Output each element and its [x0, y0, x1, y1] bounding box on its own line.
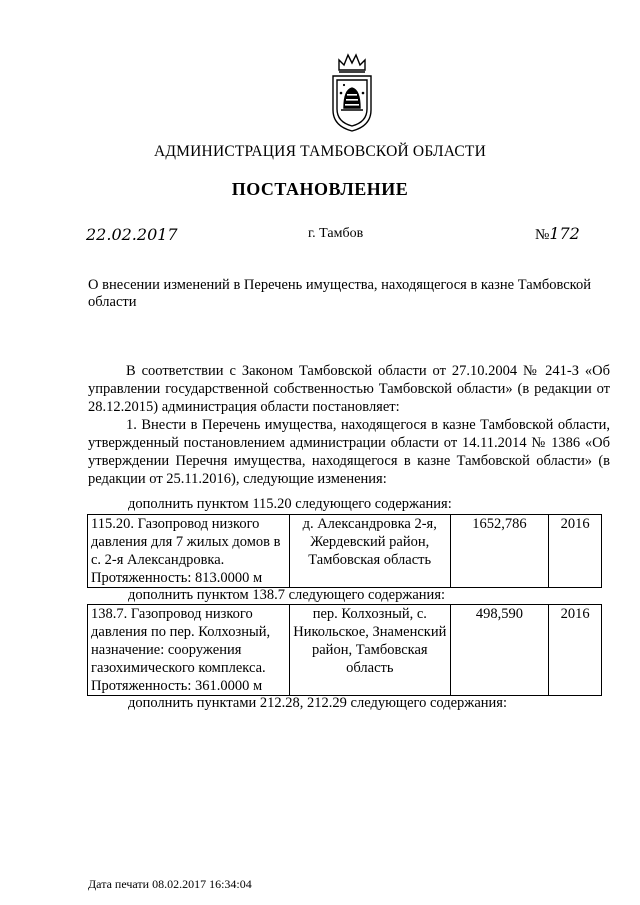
property-address: пер. Колхозный, с. Никольское, Знаменский район, Тамбовская область: [289, 605, 450, 696]
document-type: ПОСТАНОВЛЕНИЕ: [231, 179, 409, 199]
property-name: 138.7. Газопровод низкого давления по пер. Колхозный, назначение: сооружения газохимического комплекса. Протяженность: 361.0000 м: [88, 605, 290, 696]
property-name: 115.20. Газопровод низкого давления для 7 жилых домов в с. 2-я Александровка. Протяженность: 813.0000 м: [88, 515, 290, 588]
property-value: 498,590: [450, 605, 548, 696]
number-prefix: №: [535, 227, 550, 243]
amendment-intro-115-20: дополнить пунктом 115.20 следующего содержания:: [128, 496, 452, 512]
property-year: 2016: [549, 605, 602, 696]
document-number: [535, 224, 580, 244]
organization-name: АДМИНИСТРАЦИЯ ТАМБОВСКОЙ ОБЛАСТИ: [154, 143, 486, 160]
tambov-coat-of-arms-icon: [327, 50, 377, 134]
property-table-115-20: [87, 514, 602, 588]
amendment-intro-138-7: дополнить пунктом 138.7 следующего содержания:: [128, 587, 446, 603]
amendment-intro-212: дополнить пунктами 212.28, 212.29 следующего содержания:: [128, 695, 507, 711]
city: г. Тамбов: [308, 226, 364, 241]
property-address: д. Александровка 2-я, Жердевский район, Тамбовская область: [289, 515, 450, 588]
property-table-138-7: [87, 604, 602, 696]
table-row: [88, 605, 602, 696]
paragraph-basis: В соответствии с Законом Тамбовской области от 27.10.2004 № 241-З «Об управлении государственной собственностью Тамбовской области» (в редакции от 28.12.2015) администрация области постановляет:: [88, 363, 610, 415]
table-row: [88, 515, 602, 588]
property-value: 1652,786: [450, 515, 548, 588]
paragraph-item-1: 1. Внести в Перечень имущества, находящегося в казне Тамбовской области, утвержденный постановлением администрации области от 14.11.2014 № 1386 «Об утверждении Перечня имущества, находящегося в казне Тамбовской области» (в редакции от 25.11.2016), следующие изменения:: [88, 417, 610, 487]
handwritten-date: 22.02.2017: [86, 225, 178, 244]
document-title: О внесении изменений в Перечень имущества, находящегося в казне Тамбовской области: [88, 277, 591, 310]
property-year: 2016: [549, 515, 602, 588]
handwritten-number: 172: [549, 224, 580, 243]
print-date: Дата печати 08.02.2017 16:34:04: [88, 877, 252, 891]
